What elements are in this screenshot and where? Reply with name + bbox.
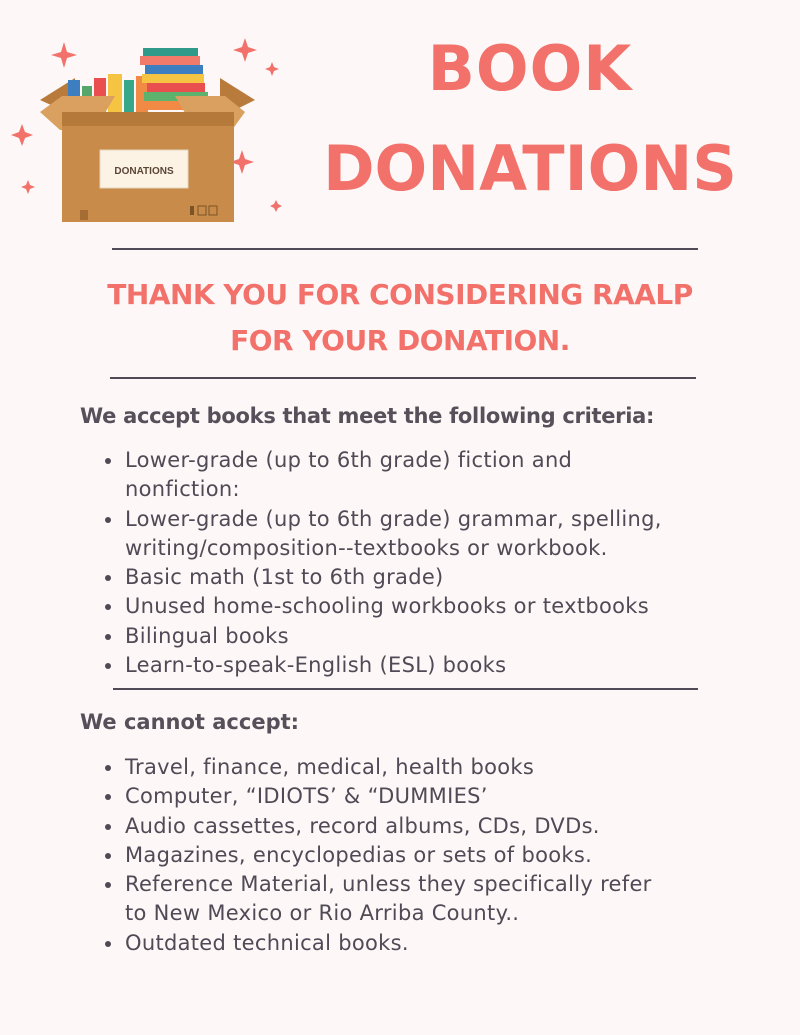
list-item-text: Lower-grade (up to 6th grade) grammar, spelling,	[125, 506, 662, 531]
list-item-text: Audio cassettes, record albums, CDs, DVDs.	[125, 813, 600, 838]
list-item-text: Unused home-schooling workbooks or textbooks	[125, 594, 649, 619]
box-label: DONATIONS	[114, 166, 174, 177]
list-item-text: Outdated technical books.	[125, 930, 409, 955]
list-item-text: Travel, finance, medical, health books	[125, 755, 535, 779]
list-item	[0, 782, 740, 811]
list-item-text: Reference Material, unless they specifically refer	[125, 872, 652, 897]
list-item	[0, 505, 740, 564]
list-item	[0, 651, 740, 680]
divider	[112, 248, 698, 250]
page-title-line-2: DONATIONS	[323, 132, 737, 205]
list-item	[0, 622, 740, 651]
divider	[110, 377, 696, 379]
divider	[113, 688, 698, 690]
list-item-text: Lower-grade (up to 6th grade) fiction and	[125, 448, 573, 472]
list-item-text: Magazines, encyclopedias or sets of books.	[125, 842, 593, 867]
list-item-text: Learn-to-speak-English (ESL) books	[125, 653, 507, 678]
thank-you-line-1: THANK YOU FOR CONSIDERING RAALP	[107, 278, 693, 311]
list-item	[0, 929, 740, 958]
thank-you-line-2: FOR YOUR DONATION.	[230, 324, 570, 357]
accept-list	[0, 446, 740, 680]
donation-box-illustration	[0, 0, 300, 240]
thank-you-message	[60, 272, 740, 364]
list-item-text: to New Mexico or Rio Arriba County..	[125, 901, 520, 926]
list-item-text: Computer, “IDIOTS’ & “DUMMIES’	[125, 784, 488, 809]
reject-list	[0, 753, 740, 958]
list-item-text: Basic math (1st to 6th grade)	[125, 565, 444, 590]
accept-heading: We accept books that meet the following criteria:	[80, 404, 655, 428]
list-item	[0, 563, 740, 592]
list-item	[0, 841, 740, 870]
list-item	[0, 592, 740, 621]
list-item-text: writing/composition--textbooks or workbook.	[125, 535, 608, 560]
list-item-text: Bilingual books	[125, 623, 289, 648]
list-item	[0, 870, 740, 929]
list-item-text: nonfiction:	[125, 477, 240, 502]
list-item	[0, 753, 740, 782]
list-item	[0, 812, 740, 841]
reject-heading: We cannot accept:	[80, 710, 300, 734]
list-item	[0, 446, 740, 505]
page-title-line-1: BOOK	[427, 32, 633, 105]
